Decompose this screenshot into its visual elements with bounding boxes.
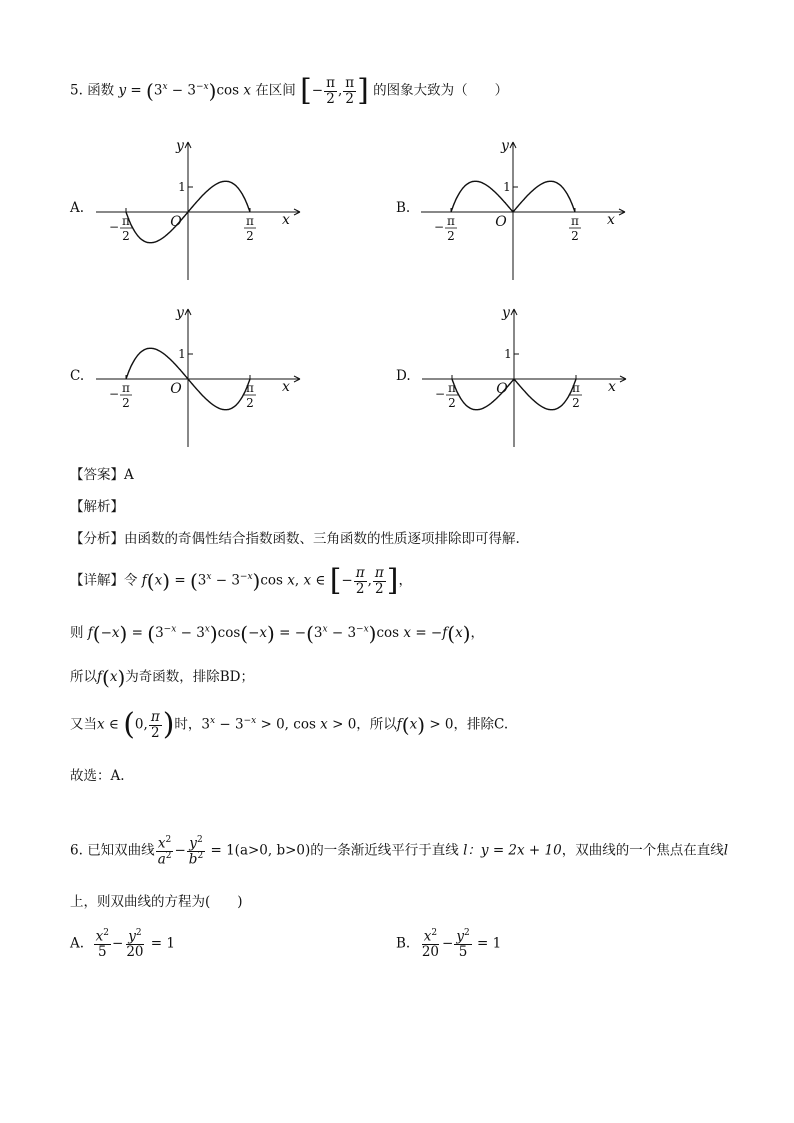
x-tick-pi-neg: π [122, 381, 130, 395]
x-tick-pi-pos: π [246, 381, 254, 395]
x-tick-two-pos: 2 [571, 229, 579, 243]
fenxi-line [70, 527, 520, 547]
y-tick-label: 1 [504, 347, 512, 361]
line2: 则 $f(-x) = (3^{-x} - 3^x)\cos(-x) = -(3^x - 3^{-x})\cos$ x = −f(x)， [70, 621, 484, 646]
q5-formula: y [118, 82, 127, 99]
q6-b-den2: 5 [458, 943, 468, 960]
q5-option-a-label[interactable]: A. [70, 200, 85, 216]
q6-b-den1: 20 [421, 943, 439, 960]
x-tick-two-neg: 2 [122, 229, 130, 243]
q6-text-a: 已知双曲线 [87, 842, 155, 859]
line3: 所以f(x)为奇函数，排除BD； [70, 665, 254, 690]
line4-end: ，排除C. [453, 716, 509, 733]
q6-l: l [723, 842, 729, 859]
q6-option-a[interactable]: A. $\frac{x^2}{5}$ − $\frac{y^2}{20}$ = 1 [70, 928, 175, 960]
x-tick-minus: − [433, 220, 445, 234]
origin-label: O [170, 214, 182, 230]
origin-label: O [496, 381, 508, 397]
x-tick-two-neg: 2 [447, 229, 455, 243]
q6-line: l：y = 2x + 10 [463, 842, 562, 859]
x-tick-minus: − [108, 387, 120, 401]
line4: 又当x ∈ (0, $\frac{\pi}{2}$ )时，$3^x - 3^{-x} > 0$, cos x > 0，所以f(x) > 0，排除C. [70, 707, 509, 742]
q6-a-den1: 5 [98, 943, 107, 960]
line4-mid2: ，所以 [356, 716, 397, 733]
origin-label: O [495, 214, 507, 230]
y-tick-label: 1 [178, 180, 186, 194]
x-tick-minus: − [108, 220, 120, 234]
q5-stem: 5. 函数 $y = (3^x - 3^{-x})\cos$ x 在区间 [− $\frac{\pi}{2}$ , $\frac{\pi}{2}$ ] 的图象大致为（ ） [70, 73, 509, 108]
y-axis-label: y [176, 138, 184, 154]
x-axis-label: x [608, 379, 616, 395]
q6-stem: 6. 已知双曲线 $\frac{x^2}{a^2}$ − $\frac{y^2}{b^2}$ = 1(a>0, b>0)的一条渐近线平行于直线 l：y = 2x + 10，双曲线的一个焦点在直线l [70, 835, 729, 868]
q6-option-a-label: A. [70, 935, 85, 952]
xiangjie-line: 【详解】令 $f(x) = (3^x - 3^{-x})\cos$ x, x ∈ [− $\frac{\pi}{2}$ , $\frac{\pi}{2}$ ]， [70, 563, 412, 598]
q6-option-b[interactable]: B. $\frac{x^2}{20}$ − $\frac{y^2}{5}$ = 1 [396, 928, 502, 960]
q6-cond: (a>0, b>0) [234, 842, 311, 859]
y-tick-label: 1 [503, 180, 511, 194]
x-axis-label: x [282, 379, 290, 395]
line5: 故选：A. [70, 768, 125, 784]
q6-number: 6. [70, 842, 83, 859]
x-tick-two-neg: 2 [448, 396, 456, 410]
q5-option-d-graph [419, 299, 629, 449]
origin-label: O [170, 381, 182, 397]
x-tick-pi-neg: π [448, 381, 456, 395]
y-axis-label: y [502, 305, 510, 321]
answer-line [70, 463, 134, 483]
x-tick-minus: − [434, 387, 446, 401]
xiangjie-label: 【详解】 [70, 572, 124, 589]
line3-prefix: 所以 [70, 669, 97, 685]
line4-mid: 时， [174, 716, 202, 733]
x-tick-pi-pos: π [571, 214, 579, 228]
x-tick-two-pos: 2 [246, 396, 254, 410]
x-tick-pi-pos: π [246, 214, 254, 228]
analysis-label: 【解析】 [70, 499, 124, 515]
fenxi-label: 【分析】 [70, 531, 124, 547]
x-axis-label: x [607, 212, 615, 228]
line4-prefix: 又当 [70, 716, 97, 733]
answer-label: 【答案】 [70, 467, 124, 483]
fenxi-text: 由函数的奇偶性结合指数函数、三角函数的性质逐项排除即可得解. [124, 531, 520, 547]
line3-text: 为奇函数，排除BD； [125, 669, 254, 685]
q5-option-b-graph [418, 132, 628, 282]
y-tick-label: 1 [178, 347, 186, 361]
q5-option-d-label[interactable]: D. [396, 368, 411, 384]
q5-text-b: 在区间 [255, 82, 296, 99]
x-tick-pi-neg: π [447, 214, 455, 228]
q6-a-den2: 20 [126, 943, 144, 960]
q5-number: 5. [70, 82, 83, 99]
q5-option-c-graph [93, 299, 303, 449]
line2-prefix: 则 [70, 625, 84, 641]
q5-option-c-label[interactable]: C. [70, 368, 85, 384]
q6-option-b-label: B. [396, 935, 411, 952]
x-axis-label: x [282, 212, 290, 228]
answer-value: A [124, 467, 134, 483]
q5-text-c: 的图象大致为（ ） [373, 82, 509, 99]
q6-text-c: ，双曲线的一个焦点在直线 [561, 842, 724, 859]
q5-option-a-graph [93, 132, 303, 282]
x-tick-two-neg: 2 [122, 396, 130, 410]
x-tick-pi-pos: π [572, 381, 580, 395]
xiangjie-text: 令 [124, 572, 138, 589]
q5-text-a: 函数 [87, 82, 115, 99]
x-tick-pi-neg: π [122, 214, 130, 228]
y-axis-label: y [176, 305, 184, 321]
x-tick-two-pos: 2 [572, 396, 580, 410]
y-axis-label: y [501, 138, 509, 154]
x-tick-two-pos: 2 [246, 229, 254, 243]
q6-text-b: 的一条渐近线平行于直线 [310, 842, 459, 859]
q6-text-d: 上，则双曲线的方程为( ) [70, 894, 243, 910]
q5-option-b-label[interactable]: B. [396, 200, 411, 216]
